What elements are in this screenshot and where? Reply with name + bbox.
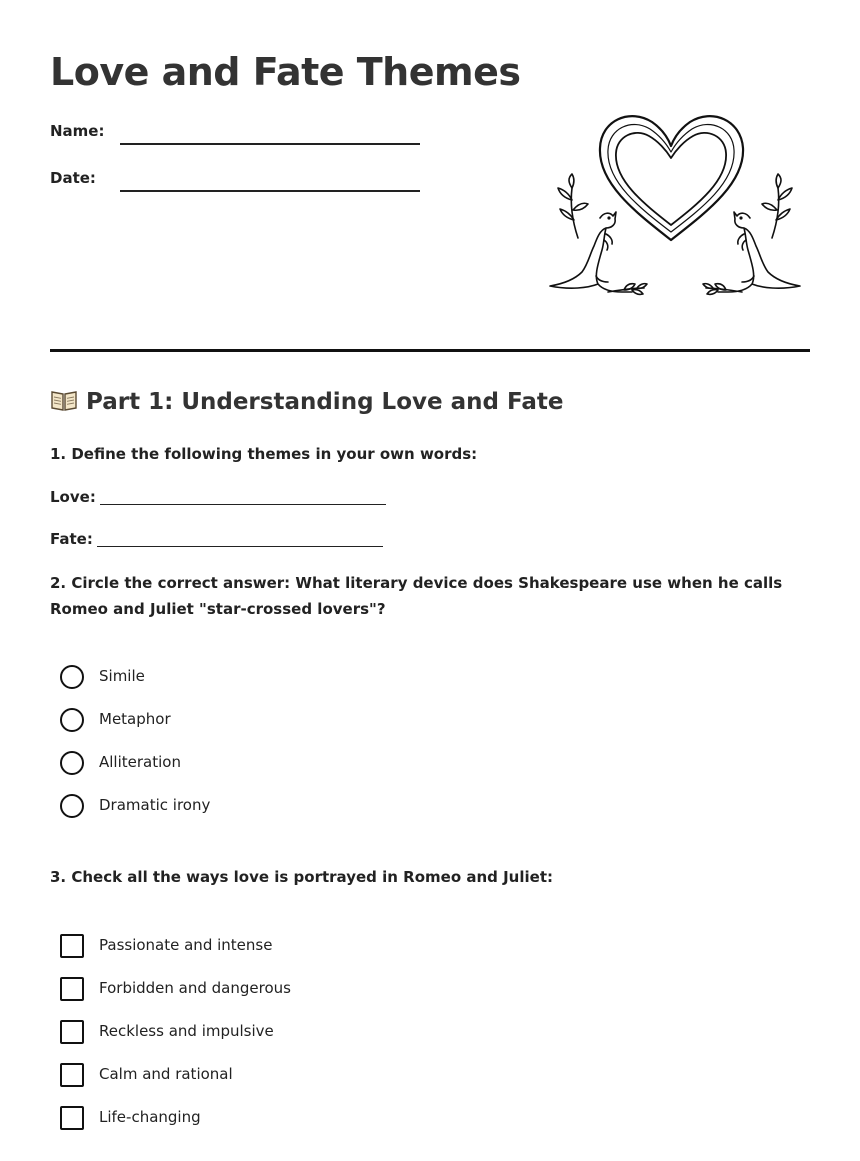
heart-kangaroo-illustration	[540, 108, 810, 303]
checkbox[interactable]	[60, 1063, 84, 1087]
heart-icon	[600, 116, 743, 240]
love-label: Love:	[50, 488, 96, 506]
love-answer-field[interactable]	[100, 489, 386, 505]
fate-label: Fate:	[50, 530, 93, 548]
fate-answer-field[interactable]	[97, 531, 383, 547]
radio-button[interactable]	[60, 751, 84, 775]
option-label: Dramatic irony	[99, 796, 211, 814]
question-3-prompt: 3. Check all the ways love is portrayed in Romeo and Juliet:	[50, 868, 553, 886]
part1-heading-text: Part 1: Understanding Love and Fate	[86, 389, 564, 415]
fate-definition-row	[50, 530, 383, 548]
checkbox[interactable]	[60, 977, 84, 1001]
checkbox[interactable]	[60, 1020, 84, 1044]
checkbox[interactable]	[60, 934, 84, 958]
checkbox[interactable]	[60, 1106, 84, 1130]
kangaroo-icon	[550, 212, 632, 292]
option-label: Simile	[99, 667, 145, 685]
option-label: Alliteration	[99, 753, 181, 771]
option-label: Life-changing	[99, 1108, 201, 1126]
question-1-prompt: 1. Define the following themes in your own words:	[50, 445, 478, 463]
open-book-icon	[50, 388, 78, 412]
date-field[interactable]	[120, 190, 420, 192]
radio-button[interactable]	[60, 708, 84, 732]
name-field[interactable]	[120, 143, 420, 145]
part1-heading	[50, 388, 563, 415]
kangaroo-icon	[718, 212, 800, 292]
option-label: Calm and rational	[99, 1065, 233, 1083]
radio-button[interactable]	[60, 794, 84, 818]
radio-button[interactable]	[60, 665, 84, 689]
option-label: Passionate and intense	[99, 936, 273, 954]
question-2-prompt: 2. Circle the correct answer: What literary device does Shakespeare use when he calls Romeo and Juliet "star-crossed lovers"?	[50, 574, 783, 618]
page-title: Love and Fate Themes	[50, 50, 521, 94]
section-divider	[50, 349, 810, 352]
option-label: Forbidden and dangerous	[99, 979, 291, 997]
option-label: Reckless and impulsive	[99, 1022, 274, 1040]
option-label: Metaphor	[99, 710, 171, 728]
date-label: Date:	[50, 169, 96, 187]
name-label: Name:	[50, 122, 105, 140]
love-definition-row	[50, 488, 386, 506]
